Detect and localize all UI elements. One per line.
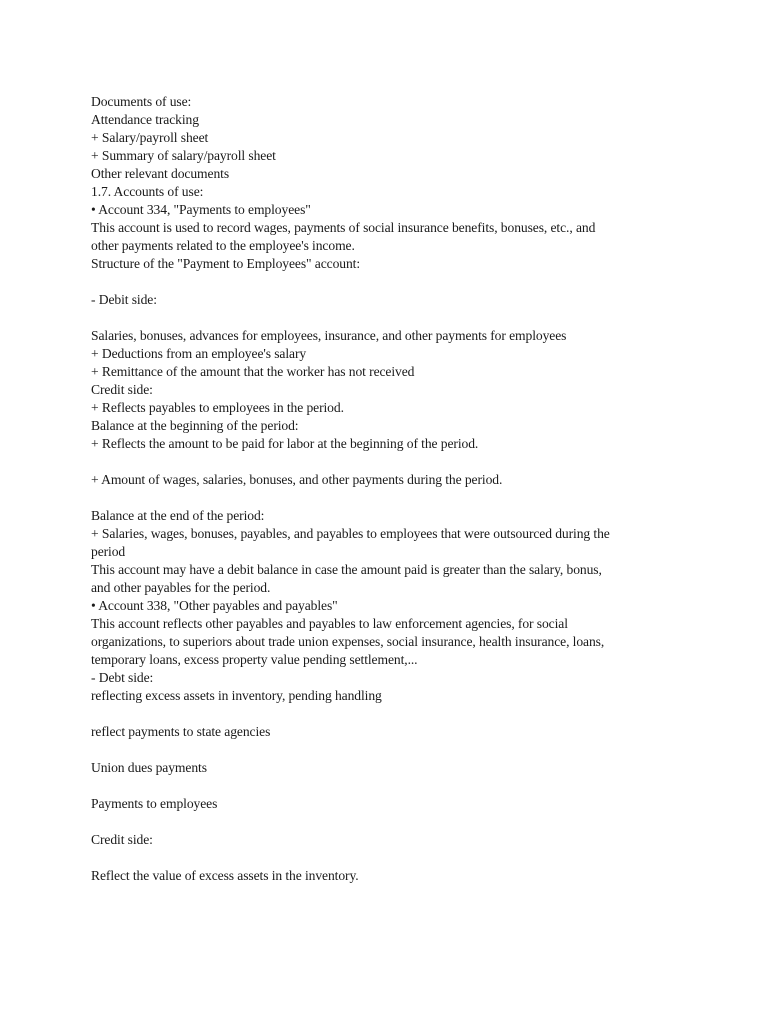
blank-line	[91, 273, 681, 291]
text-line: reflecting excess assets in inventory, pending handling	[91, 688, 382, 703]
text-line: reflect payments to state agencies	[91, 724, 271, 739]
blank-line	[91, 741, 681, 759]
text-line: This account may have a debit balance in case the amount paid is greater than the salary, bonus,	[91, 562, 602, 577]
blank-line	[91, 705, 681, 723]
text-line: + Amount of wages, salaries, bonuses, and other payments during the period.	[91, 472, 503, 487]
text-line: + Deductions from an employee's salary	[91, 346, 307, 361]
text-line: other payments related to the employee's income.	[91, 238, 355, 253]
text-line: temporary loans, excess property value pending settlement,...	[91, 652, 418, 667]
blank-line	[91, 309, 681, 327]
blank-line	[91, 489, 681, 507]
text-line: Credit side:	[91, 832, 153, 847]
text-line: and other payables for the period.	[91, 580, 271, 595]
text-line: Documents of use:	[91, 94, 192, 109]
text-line: Credit side:	[91, 382, 153, 397]
section-heading: 1.7. Accounts of use:	[91, 184, 204, 199]
text-line: Reflect the value of excess assets in the inventory.	[91, 868, 359, 883]
text-line: period	[91, 544, 126, 559]
text-line: + Salary/payroll sheet	[91, 130, 209, 145]
account-heading: • Account 334, "Payments to employees"	[91, 202, 311, 217]
text-line: Union dues payments	[91, 760, 207, 775]
text-line: organizations, to superiors about trade union expenses, social insurance, health insurance, loans,	[91, 634, 605, 649]
text-line: - Debt side:	[91, 670, 154, 685]
text-line: Attendance tracking	[91, 112, 199, 127]
text-line: Structure of the "Payment to Employees" account:	[91, 256, 361, 271]
text-line: + Reflects payables to employees in the period.	[91, 400, 344, 415]
blank-line	[91, 849, 681, 867]
text-line: + Summary of salary/payroll sheet	[91, 148, 276, 163]
document-body	[91, 93, 681, 885]
text-line: + Remittance of the amount that the worker has not received	[91, 364, 415, 379]
text-line: This account is used to record wages, payments of social insurance benefits, bonuses, etc., and	[91, 220, 596, 235]
text-line: Balance at the end of the period:	[91, 508, 265, 523]
text-line: Balance at the beginning of the period:	[91, 418, 299, 433]
text-line: + Reflects the amount to be paid for labor at the beginning of the period.	[91, 436, 479, 451]
account-heading: • Account 338, "Other payables and payables"	[91, 598, 338, 613]
blank-line	[91, 777, 681, 795]
text-line: This account reflects other payables and payables to law enforcement agencies, for social	[91, 616, 568, 631]
text-line: Other relevant documents	[91, 166, 230, 181]
blank-line	[91, 453, 681, 471]
blank-line	[91, 813, 681, 831]
text-line: - Debit side:	[91, 292, 157, 307]
text-line: Salaries, bonuses, advances for employees, insurance, and other payments for employees	[91, 328, 567, 343]
text-line: Payments to employees	[91, 796, 218, 811]
text-line: + Salaries, wages, bonuses, payables, and payables to employees that were outsourced during the	[91, 526, 610, 541]
